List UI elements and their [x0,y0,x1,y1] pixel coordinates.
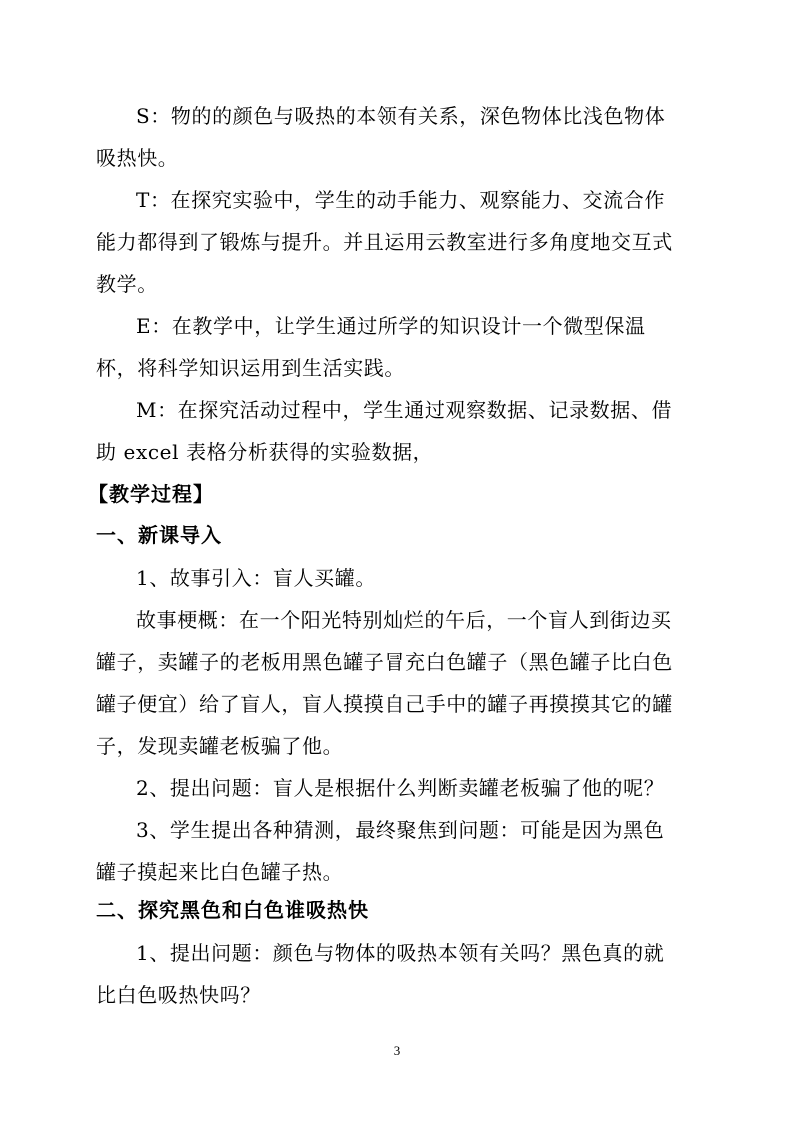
paragraph-line: 1、故事引入：盲人买罐。 [136,566,376,590]
paragraph-line: 罐子摸起来比白色罐子热。 [96,860,344,884]
paragraph-line: 3、学生提出各种猜测，最终聚焦到问题：可能是因为黑色 [136,818,665,842]
paragraph-line: 子，发现卖罐老板骗了他。 [96,734,344,758]
page-number: 3 [393,1043,401,1058]
paragraph-line: S：物的的颜色与吸热的本领有关系，深色物体比浅色物体 [136,104,666,128]
section-heading: 一、新课导入 [96,523,222,547]
paragraph-line: 故事梗概：在一个阳光特别灿烂的午后，一个盲人到街边买 [136,608,672,632]
paragraph-line: 比白色吸热快吗？ [96,983,261,1007]
paragraph-line: 能力都得到了锻炼与提升。并且运用云教室进行多角度地交互式 [96,230,673,254]
paragraph-line: 教学。 [96,272,158,296]
paragraph-line: 罐子便宜）给了盲人，盲人摸摸自己手中的罐子再摸摸其它的罐 [96,692,673,716]
paragraph-line: 1、提出问题：颜色与物体的吸热本领有关吗？黑色真的就 [136,941,665,965]
paragraph-line: 吸热快。 [96,146,179,170]
paragraph-line: 助 excel 表格分析获得的实验数据， [96,440,434,464]
paragraph-line: 罐子，卖罐子的老板用黑色罐子冒充白色罐子（黑色罐子比白色 [96,650,673,674]
section-heading: 【教学过程】 [88,482,214,506]
paragraph-line: 杯，将科学知识运用到生活实践。 [96,356,405,380]
section-heading: 二、探究黑色和白色谁吸热快 [96,898,369,922]
paragraph-line: T：在探究实验中，学生的动手能力、观察能力、交流合作 [136,188,665,212]
paragraph-line: 2、提出问题：盲人是根据什么判断卖罐老板骗了他的呢？ [136,776,665,800]
paragraph-line: E：在教学中，让学生通过所学的知识设计一个微型保温 [136,314,646,338]
paragraph-line: M：在探究活动过程中，学生通过观察数据、记录数据、借 [136,398,673,422]
